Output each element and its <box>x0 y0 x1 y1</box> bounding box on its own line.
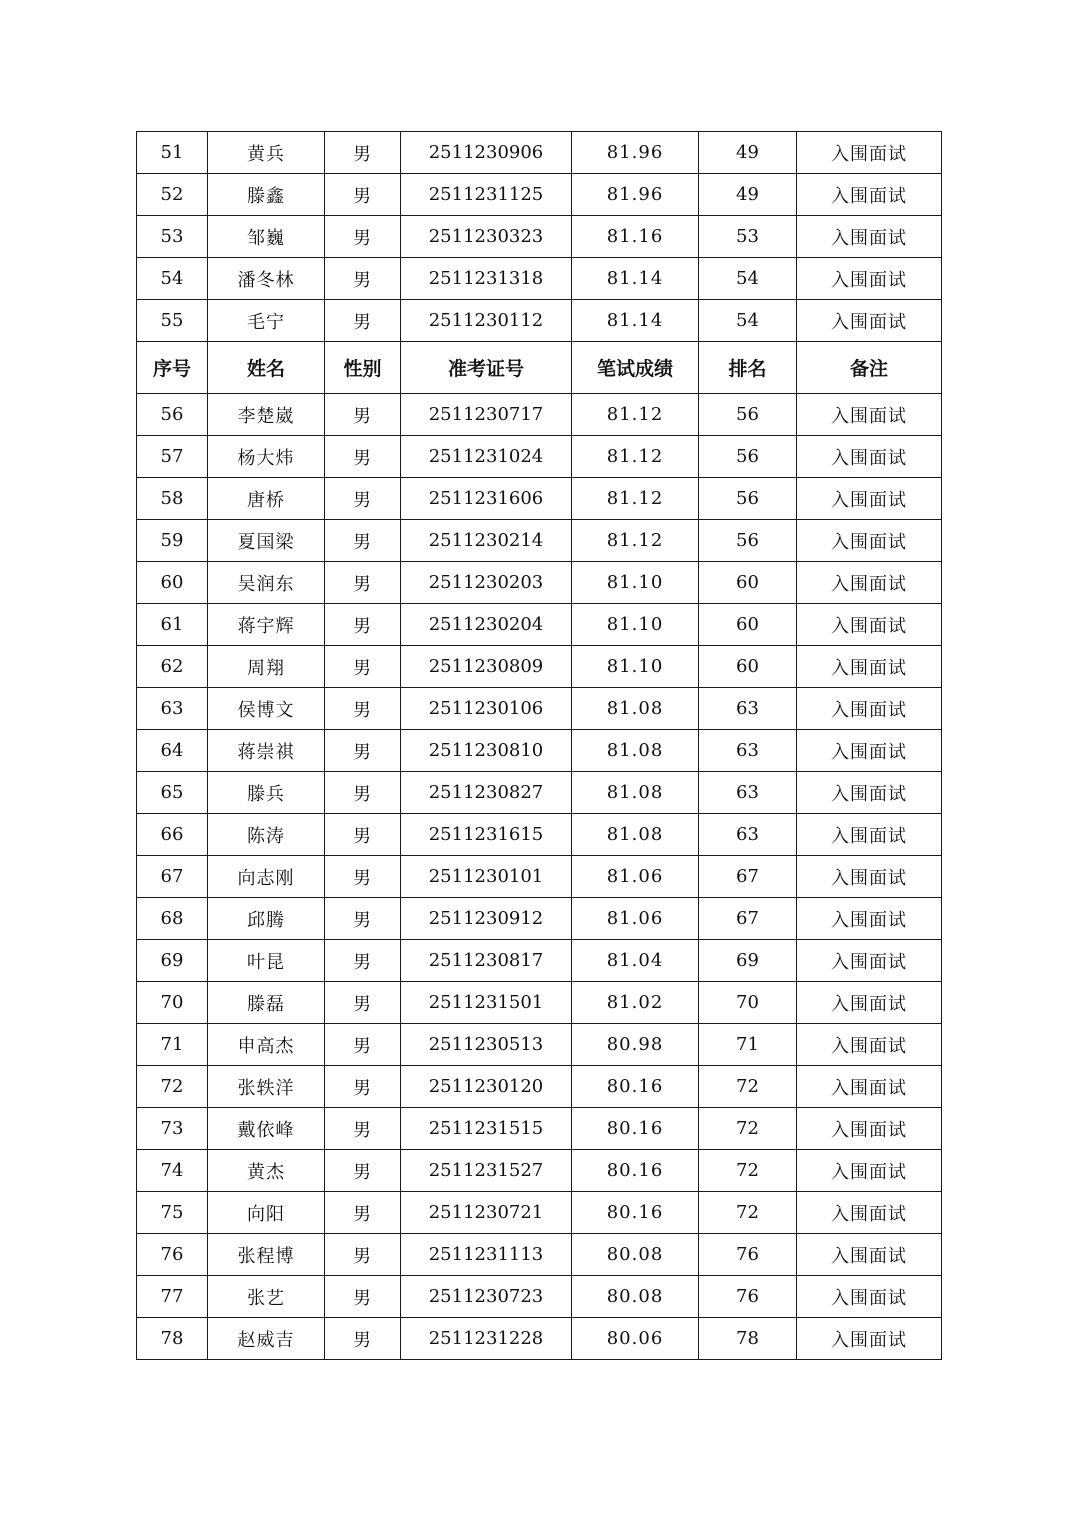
cell-remark: 入围面试 <box>797 300 942 342</box>
cell-seq: 76 <box>137 1234 208 1276</box>
cell-gender: 男 <box>325 520 401 562</box>
cell-exam-id: 2511230101 <box>401 856 572 898</box>
cell-seq: 51 <box>137 132 208 174</box>
cell-exam-id: 2511230817 <box>401 940 572 982</box>
cell-seq: 64 <box>137 730 208 772</box>
cell-seq: 75 <box>137 1192 208 1234</box>
cell-seq: 59 <box>137 520 208 562</box>
cell-remark: 入围面试 <box>797 856 942 898</box>
cell-gender: 男 <box>325 132 401 174</box>
table-row <box>137 436 942 478</box>
cell-name: 戴依峰 <box>208 1108 325 1150</box>
cell-gender: 男 <box>325 814 401 856</box>
cell-score: 81.08 <box>572 814 699 856</box>
cell-seq: 67 <box>137 856 208 898</box>
cell-rank: 56 <box>699 478 797 520</box>
cell-name: 向志刚 <box>208 856 325 898</box>
cell-rank: 54 <box>699 300 797 342</box>
table-row <box>137 1192 942 1234</box>
cell-name: 邱腾 <box>208 898 325 940</box>
cell-remark: 入围面试 <box>797 258 942 300</box>
table-row <box>137 1150 942 1192</box>
cell-seq: 65 <box>137 772 208 814</box>
cell-score: 81.10 <box>572 562 699 604</box>
cell-name: 蒋宇辉 <box>208 604 325 646</box>
header-rank: 排名 <box>699 342 797 394</box>
cell-score: 80.08 <box>572 1234 699 1276</box>
table-row <box>137 730 942 772</box>
cell-gender: 男 <box>325 1234 401 1276</box>
table-row <box>137 604 942 646</box>
cell-rank: 54 <box>699 258 797 300</box>
cell-name: 潘冬林 <box>208 258 325 300</box>
cell-name: 陈涛 <box>208 814 325 856</box>
cell-remark: 入围面试 <box>797 604 942 646</box>
cell-seq: 69 <box>137 940 208 982</box>
cell-seq: 52 <box>137 174 208 216</box>
cell-remark: 入围面试 <box>797 1234 942 1276</box>
cell-score: 80.06 <box>572 1318 699 1360</box>
table-row <box>137 688 942 730</box>
table-row <box>137 562 942 604</box>
cell-gender: 男 <box>325 646 401 688</box>
cell-exam-id: 2511230912 <box>401 898 572 940</box>
cell-name: 赵威吉 <box>208 1318 325 1360</box>
cell-remark: 入围面试 <box>797 394 942 436</box>
cell-seq: 66 <box>137 814 208 856</box>
cell-rank: 49 <box>699 132 797 174</box>
cell-remark: 入围面试 <box>797 772 942 814</box>
cell-seq: 73 <box>137 1108 208 1150</box>
cell-exam-id: 2511230717 <box>401 394 572 436</box>
cell-rank: 72 <box>699 1066 797 1108</box>
cell-score: 80.98 <box>572 1024 699 1066</box>
cell-score: 81.02 <box>572 982 699 1024</box>
cell-score: 81.10 <box>572 604 699 646</box>
cell-exam-id: 2511230203 <box>401 562 572 604</box>
cell-exam-id: 2511231606 <box>401 478 572 520</box>
cell-remark: 入围面试 <box>797 688 942 730</box>
cell-exam-id: 2511230809 <box>401 646 572 688</box>
cell-rank: 63 <box>699 730 797 772</box>
cell-exam-id: 2511230723 <box>401 1276 572 1318</box>
cell-score: 81.08 <box>572 688 699 730</box>
cell-gender: 男 <box>325 898 401 940</box>
cell-rank: 63 <box>699 688 797 730</box>
table-row <box>137 1276 942 1318</box>
table-body-bottom <box>137 394 942 1360</box>
cell-seq: 55 <box>137 300 208 342</box>
cell-remark: 入围面试 <box>797 478 942 520</box>
cell-name: 夏国梁 <box>208 520 325 562</box>
table-row <box>137 772 942 814</box>
cell-gender: 男 <box>325 730 401 772</box>
cell-exam-id: 2511230120 <box>401 1066 572 1108</box>
cell-gender: 男 <box>325 1318 401 1360</box>
table-row <box>137 982 942 1024</box>
cell-name: 叶昆 <box>208 940 325 982</box>
cell-score: 80.16 <box>572 1192 699 1234</box>
cell-seq: 60 <box>137 562 208 604</box>
cell-gender: 男 <box>325 258 401 300</box>
cell-gender: 男 <box>325 1150 401 1192</box>
table-row <box>137 478 942 520</box>
cell-rank: 49 <box>699 174 797 216</box>
cell-gender: 男 <box>325 688 401 730</box>
cell-score: 80.16 <box>572 1108 699 1150</box>
cell-name: 杨大炜 <box>208 436 325 478</box>
cell-remark: 入围面试 <box>797 982 942 1024</box>
cell-seq: 77 <box>137 1276 208 1318</box>
cell-rank: 60 <box>699 604 797 646</box>
cell-exam-id: 2511230906 <box>401 132 572 174</box>
cell-score: 81.14 <box>572 258 699 300</box>
cell-seq: 57 <box>137 436 208 478</box>
cell-rank: 67 <box>699 856 797 898</box>
cell-seq: 68 <box>137 898 208 940</box>
cell-gender: 男 <box>325 1108 401 1150</box>
cell-exam-id: 2511230810 <box>401 730 572 772</box>
cell-exam-id: 2511231515 <box>401 1108 572 1150</box>
cell-remark: 入围面试 <box>797 520 942 562</box>
cell-name: 黄兵 <box>208 132 325 174</box>
cell-score: 81.96 <box>572 132 699 174</box>
cell-exam-id: 2511231228 <box>401 1318 572 1360</box>
cell-rank: 71 <box>699 1024 797 1066</box>
table-row <box>137 520 942 562</box>
cell-rank: 56 <box>699 436 797 478</box>
cell-exam-id: 2511230323 <box>401 216 572 258</box>
cell-seq: 54 <box>137 258 208 300</box>
header-score: 笔试成绩 <box>572 342 699 394</box>
cell-remark: 入围面试 <box>797 898 942 940</box>
cell-remark: 入围面试 <box>797 216 942 258</box>
cell-seq: 63 <box>137 688 208 730</box>
cell-gender: 男 <box>325 940 401 982</box>
cell-name: 向阳 <box>208 1192 325 1234</box>
cell-remark: 入围面试 <box>797 1024 942 1066</box>
cell-name: 侯博文 <box>208 688 325 730</box>
cell-remark: 入围面试 <box>797 940 942 982</box>
header-exam-id: 准考证号 <box>401 342 572 394</box>
table-row <box>137 856 942 898</box>
table-row <box>137 1066 942 1108</box>
cell-seq: 62 <box>137 646 208 688</box>
cell-rank: 72 <box>699 1108 797 1150</box>
cell-exam-id: 2511230827 <box>401 772 572 814</box>
table-header-band <box>137 342 942 394</box>
table-row <box>137 258 942 300</box>
cell-rank: 72 <box>699 1150 797 1192</box>
cell-name: 滕鑫 <box>208 174 325 216</box>
cell-seq: 61 <box>137 604 208 646</box>
table-body-top <box>137 132 942 342</box>
cell-name: 吴润东 <box>208 562 325 604</box>
cell-remark: 入围面试 <box>797 814 942 856</box>
cell-rank: 72 <box>699 1192 797 1234</box>
cell-gender: 男 <box>325 478 401 520</box>
table-row <box>137 898 942 940</box>
cell-rank: 78 <box>699 1318 797 1360</box>
cell-rank: 76 <box>699 1234 797 1276</box>
cell-score: 81.10 <box>572 646 699 688</box>
cell-seq: 56 <box>137 394 208 436</box>
cell-gender: 男 <box>325 174 401 216</box>
cell-rank: 67 <box>699 898 797 940</box>
cell-gender: 男 <box>325 216 401 258</box>
cell-remark: 入围面试 <box>797 1318 942 1360</box>
cell-score: 81.12 <box>572 436 699 478</box>
cell-remark: 入围面试 <box>797 730 942 772</box>
cell-seq: 71 <box>137 1024 208 1066</box>
cell-name: 毛宁 <box>208 300 325 342</box>
cell-seq: 72 <box>137 1066 208 1108</box>
table-row <box>137 300 942 342</box>
cell-score: 81.06 <box>572 856 699 898</box>
header-gender: 性别 <box>325 342 401 394</box>
cell-name: 滕磊 <box>208 982 325 1024</box>
cell-score: 81.12 <box>572 394 699 436</box>
cell-score: 80.16 <box>572 1150 699 1192</box>
cell-exam-id: 2511231615 <box>401 814 572 856</box>
table-row <box>137 940 942 982</box>
cell-rank: 56 <box>699 394 797 436</box>
header-seq: 序号 <box>137 342 208 394</box>
table-row <box>137 1318 942 1360</box>
table-row <box>137 1108 942 1150</box>
cell-remark: 入围面试 <box>797 646 942 688</box>
header-remark: 备注 <box>797 342 942 394</box>
cell-gender: 男 <box>325 300 401 342</box>
cell-score: 81.16 <box>572 216 699 258</box>
cell-seq: 53 <box>137 216 208 258</box>
cell-score: 81.08 <box>572 730 699 772</box>
cell-score: 80.08 <box>572 1276 699 1318</box>
cell-gender: 男 <box>325 982 401 1024</box>
cell-gender: 男 <box>325 394 401 436</box>
cell-gender: 男 <box>325 772 401 814</box>
table-row <box>137 1024 942 1066</box>
cell-score: 81.12 <box>572 478 699 520</box>
cell-gender: 男 <box>325 1276 401 1318</box>
cell-remark: 入围面试 <box>797 562 942 604</box>
cell-remark: 入围面试 <box>797 1192 942 1234</box>
cell-gender: 男 <box>325 856 401 898</box>
cell-seq: 58 <box>137 478 208 520</box>
cell-rank: 60 <box>699 562 797 604</box>
table-row <box>137 216 942 258</box>
table-row <box>137 174 942 216</box>
cell-remark: 入围面试 <box>797 1150 942 1192</box>
cell-rank: 53 <box>699 216 797 258</box>
cell-gender: 男 <box>325 1024 401 1066</box>
cell-exam-id: 2511230106 <box>401 688 572 730</box>
cell-score: 81.04 <box>572 940 699 982</box>
cell-gender: 男 <box>325 436 401 478</box>
cell-remark: 入围面试 <box>797 1108 942 1150</box>
table-row <box>137 394 942 436</box>
header-name: 姓名 <box>208 342 325 394</box>
cell-rank: 69 <box>699 940 797 982</box>
table-row <box>137 646 942 688</box>
cell-remark: 入围面试 <box>797 1066 942 1108</box>
cell-exam-id: 2511231024 <box>401 436 572 478</box>
cell-gender: 男 <box>325 562 401 604</box>
cell-name: 张轶洋 <box>208 1066 325 1108</box>
cell-gender: 男 <box>325 1192 401 1234</box>
cell-exam-id: 2511231318 <box>401 258 572 300</box>
cell-name: 张艺 <box>208 1276 325 1318</box>
cell-score: 81.14 <box>572 300 699 342</box>
cell-name: 滕兵 <box>208 772 325 814</box>
cell-exam-id: 2511230721 <box>401 1192 572 1234</box>
table-row <box>137 1234 942 1276</box>
cell-rank: 63 <box>699 814 797 856</box>
cell-exam-id: 2511231113 <box>401 1234 572 1276</box>
cell-score: 81.96 <box>572 174 699 216</box>
header-row <box>137 342 942 394</box>
cell-remark: 入围面试 <box>797 174 942 216</box>
cell-name: 申高杰 <box>208 1024 325 1066</box>
cell-remark: 入围面试 <box>797 436 942 478</box>
cell-name: 蒋崇祺 <box>208 730 325 772</box>
cell-name: 黄杰 <box>208 1150 325 1192</box>
cell-rank: 63 <box>699 772 797 814</box>
cell-score: 81.12 <box>572 520 699 562</box>
cell-seq: 78 <box>137 1318 208 1360</box>
cell-exam-id: 2511231527 <box>401 1150 572 1192</box>
cell-name: 唐桥 <box>208 478 325 520</box>
cell-rank: 60 <box>699 646 797 688</box>
cell-score: 81.06 <box>572 898 699 940</box>
cell-name: 邹巍 <box>208 216 325 258</box>
cell-name: 张程博 <box>208 1234 325 1276</box>
cell-name: 李楚崴 <box>208 394 325 436</box>
results-table <box>136 131 942 1360</box>
cell-exam-id: 2511230204 <box>401 604 572 646</box>
cell-score: 81.08 <box>572 772 699 814</box>
cell-exam-id: 2511231125 <box>401 174 572 216</box>
cell-rank: 70 <box>699 982 797 1024</box>
cell-rank: 76 <box>699 1276 797 1318</box>
table-row <box>137 814 942 856</box>
cell-exam-id: 2511230513 <box>401 1024 572 1066</box>
cell-exam-id: 2511231501 <box>401 982 572 1024</box>
cell-score: 80.16 <box>572 1066 699 1108</box>
cell-exam-id: 2511230214 <box>401 520 572 562</box>
cell-exam-id: 2511230112 <box>401 300 572 342</box>
cell-remark: 入围面试 <box>797 132 942 174</box>
cell-rank: 56 <box>699 520 797 562</box>
cell-name: 周翔 <box>208 646 325 688</box>
cell-seq: 70 <box>137 982 208 1024</box>
cell-gender: 男 <box>325 1066 401 1108</box>
table-row <box>137 132 942 174</box>
cell-remark: 入围面试 <box>797 1276 942 1318</box>
cell-gender: 男 <box>325 604 401 646</box>
cell-seq: 74 <box>137 1150 208 1192</box>
